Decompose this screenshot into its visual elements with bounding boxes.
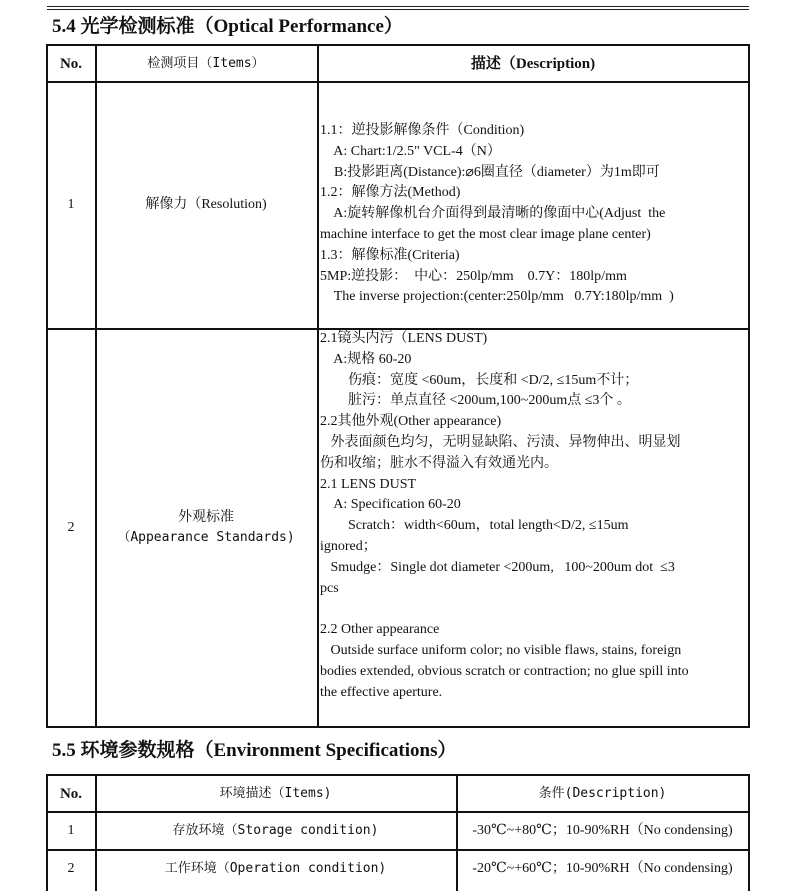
env-row-description-operation: -20℃~+60℃；10-90%RH（No condensing) [472, 861, 733, 876]
row-description-resolution [320, 121, 674, 308]
description-line: ignored； [320, 538, 377, 554]
section-heading-optical: 5.4 光学检测标准（Optical Performance） [52, 16, 403, 37]
env-header-items: 环境描述（Items) [219, 785, 332, 801]
row-description-appearance [320, 329, 689, 703]
description-line: bodies extended, obvious scratch or contraction; no glue spill into [320, 663, 689, 679]
description-line: 1.2：解像方法(Method) [320, 185, 461, 201]
description-line: Scratch：width<60um，total length<D/2, ≤15um [320, 518, 629, 534]
header-no: No. [59, 55, 83, 72]
env-row-number: 2 [67, 861, 75, 876]
top-rule [47, 6, 749, 7]
description-line: 1.3：解像标准(Criteria) [320, 247, 460, 263]
description-line: 伤痕：宽度 <60um，长度和 <D/2, ≤15um不计； [320, 372, 639, 388]
description-spacer [320, 599, 689, 620]
top-rule-secondary [47, 9, 749, 10]
description-line: Smudge：Single dot diameter <200um, 100~200um dot ≤3 [320, 559, 675, 575]
description-line: B:投影距离(Distance):⌀6圈直径（diameter）为1m即可 [320, 164, 660, 180]
description-line: 2.1镜头内污（LENS DUST) [320, 331, 488, 346]
description-line: pcs [320, 580, 339, 596]
description-line: 伤和收缩；脏水不得溢入有效通光内。 [320, 455, 558, 471]
description-line: 1.1：逆投影解像条件（Condition) [320, 123, 525, 138]
item-label-cn: 外观标准 [178, 509, 234, 525]
description-line: A: Specification 60-20 [320, 497, 461, 513]
description-line: 2.1 LENS DUST [320, 476, 417, 492]
description-line: A:旋转解像机台介面得到最清晰的像面中心(Adjust the [320, 206, 666, 222]
description-line: 2.2其他外观(Other appearance) [320, 414, 502, 430]
env-header-description: 条件(Description) [538, 785, 667, 801]
row-number: 2 [67, 519, 75, 535]
header-description: 描述（Description) [470, 55, 596, 72]
description-line: 2.2 Other appearance [320, 622, 440, 638]
row-item-appearance [96, 329, 316, 726]
description-line: Outside surface uniform color; no visible flaws, stains, foreign [320, 642, 682, 658]
section-heading-environment: 5.5 环境参数规格（Environment Specifications） [52, 740, 457, 761]
row-item-resolution: 解像力（Resolution) [145, 197, 267, 212]
row-number: 1 [67, 197, 75, 212]
env-row-description-storage: -30℃~+80℃；10-90%RH（No condensing) [472, 823, 733, 838]
description-line: The inverse projection:(center:250lp/mm 0.7Y:180lp/mm ) [320, 289, 674, 305]
table-divider [317, 46, 319, 726]
description-line: machine interface to get the most clear image plane center) [320, 226, 651, 242]
env-row-item-storage: 存放环境（Storage condition) [172, 823, 379, 838]
description-line: A: Chart:1/2.5" VCL-4（N） [320, 143, 501, 159]
description-line: the effective aperture. [320, 684, 443, 700]
description-line: A:规格 60-20 [320, 351, 412, 367]
description-line: 外表面颜色均匀，无明显缺陷、污渍、异物伸出、明显划 [320, 434, 681, 450]
env-row-item-operation: 工作环境（Operation condition) [164, 861, 387, 876]
description-line: 5MP:逆投影： 中心：250lp/mm 0.7Y：180lp/mm [320, 268, 627, 284]
env-row-number: 1 [67, 823, 75, 838]
description-line: 脏污：单点直径 <200um,100~200um点 ≤3个 。 [320, 393, 631, 409]
header-items: 检测项目（Items） [147, 55, 265, 71]
env-header-no: No. [59, 785, 83, 802]
item-label-en: （Appearance Standards) [117, 529, 295, 545]
